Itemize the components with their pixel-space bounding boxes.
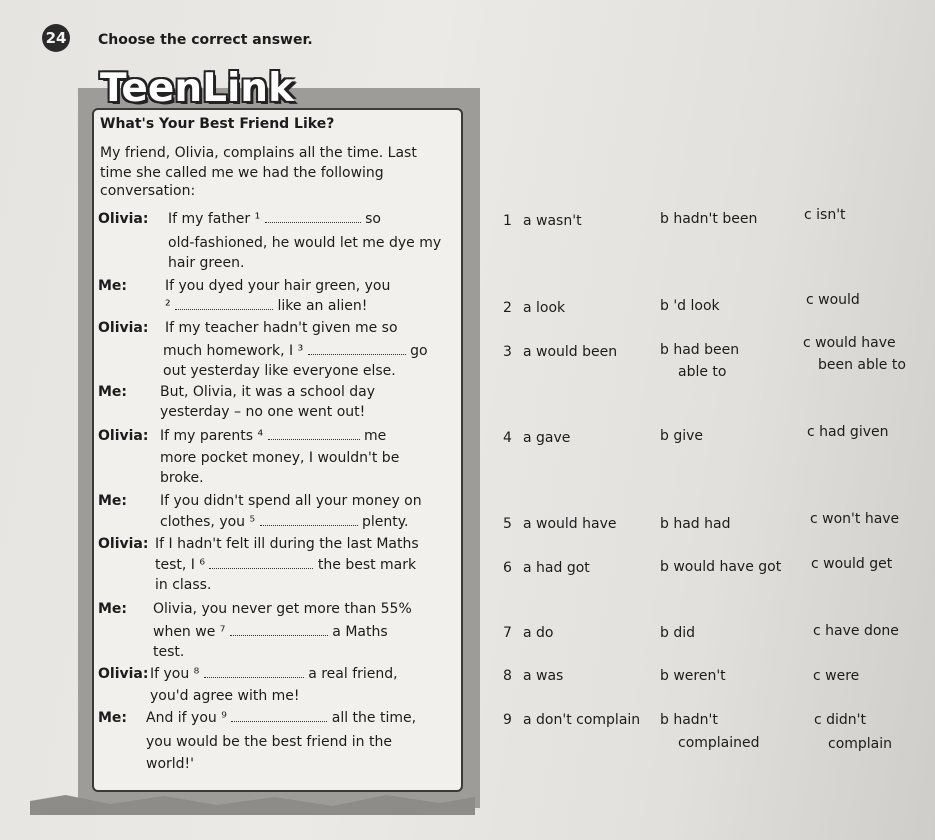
option-a[interactable]: a do [523, 625, 554, 641]
dialogue-line: clothes, you ⁵ plenty. [160, 514, 409, 530]
dialogue-line: hair green. [168, 255, 245, 271]
dialogue-line: ² like an alien! [165, 298, 368, 314]
dialogue-line: yesterday – no one went out! [160, 404, 366, 420]
answer-blank [175, 309, 273, 310]
option-b[interactable]: b would have got [660, 559, 782, 575]
option-a[interactable]: a gave [523, 430, 571, 446]
option-b-continued: able to [678, 364, 727, 380]
option-a[interactable]: a don't complain [523, 712, 641, 728]
dialogue-line: If my father ¹ so [168, 211, 381, 227]
option-b[interactable]: b 'd look [660, 298, 720, 314]
answer-blank [268, 439, 360, 440]
answer-blank [265, 222, 361, 223]
option-c[interactable]: c would get [811, 556, 893, 572]
dialogue-line: when we ⁷ a Maths [153, 624, 388, 640]
speaker-label: Olivia: [98, 428, 149, 444]
option-a[interactable]: a had got [523, 560, 590, 576]
intro-line: time she called me we had the following [100, 165, 384, 181]
option-c[interactable]: c won't have [810, 511, 900, 527]
option-c[interactable]: c would have [803, 335, 896, 351]
option-c[interactable]: c would [806, 292, 860, 308]
question-number: 4 [503, 430, 512, 446]
speaker-label: Me: [98, 384, 128, 400]
dialogue-line: broke. [160, 470, 204, 486]
dialogue-line: If my parents ⁴ me [160, 428, 387, 444]
dialogue-line: If you ⁸ a real friend, [150, 666, 398, 682]
question-number: 1 [503, 213, 512, 229]
option-c[interactable]: c were [813, 668, 860, 684]
dialogue-line: If I hadn't felt ill during the last Maths [155, 536, 419, 552]
option-b-continued: complained [678, 735, 760, 751]
dialogue-line: But, Olivia, it was a school day [160, 384, 376, 400]
speaker-label: Olivia: [98, 536, 149, 552]
speaker-label: Me: [98, 493, 128, 509]
dialogue-line: in class. [155, 577, 212, 593]
answer-blank [260, 525, 358, 526]
question-number: 3 [503, 344, 512, 360]
dialogue-line: If you dyed your hair green, you [165, 278, 391, 294]
option-a[interactable]: a would been [523, 344, 618, 360]
dialogue-line: If you didn't spend all your money on [160, 493, 422, 509]
option-b[interactable]: b did [660, 625, 695, 641]
speaker-label: Olivia: [98, 211, 149, 227]
option-c[interactable]: c had given [807, 424, 889, 440]
question-number: 7 [503, 625, 512, 641]
option-c[interactable]: c isn't [804, 207, 846, 223]
dialogue-line: old-fashioned, he would let me dye my [168, 235, 442, 251]
answer-blank [308, 354, 406, 355]
answer-blank [230, 635, 328, 636]
option-b[interactable]: b give [660, 428, 704, 444]
option-a[interactable]: a look [523, 300, 566, 316]
speaker-label: Me: [98, 710, 128, 726]
answer-blank [204, 677, 304, 678]
option-b[interactable]: b had been [660, 342, 740, 358]
exercise-number-badge: 24 [42, 24, 70, 52]
speaker-label: Me: [98, 278, 128, 294]
option-a[interactable]: a wasn't [523, 213, 582, 229]
dialogue-line: test, I ⁶ the best mark [155, 557, 417, 573]
answer-blank [231, 721, 327, 722]
speaker-label: Olivia: [98, 666, 149, 682]
speaker-label: Olivia: [98, 320, 149, 336]
question-number: 8 [503, 668, 512, 684]
dialogue-line: more pocket money, I wouldn't be [160, 450, 400, 466]
question-number: 2 [503, 300, 512, 316]
dialogue-line: you'd agree with me! [150, 688, 300, 704]
option-a[interactable]: a was [523, 668, 564, 684]
dialogue-line: test. [153, 644, 185, 660]
option-c[interactable]: c have done [813, 623, 899, 639]
dialogue-line: world!' [146, 756, 195, 772]
answer-blank [209, 568, 313, 569]
dialogue-line: And if you ⁹ all the time, [146, 710, 417, 726]
dialogue-line: out yesterday like everyone else. [163, 363, 396, 379]
option-c[interactable]: c didn't [814, 712, 867, 728]
option-b[interactable]: b hadn't [660, 712, 718, 728]
option-a[interactable]: a would have [523, 516, 617, 532]
question-number: 5 [503, 516, 512, 532]
question-number: 9 [503, 712, 512, 728]
teenlink-logo: TeenLink [100, 66, 295, 111]
option-c-continued: complain [828, 736, 893, 752]
dialogue-line: you would be the best friend in the [146, 734, 392, 750]
dialogue-line: Olivia, you never get more than 55% [153, 601, 412, 617]
intro-line: My friend, Olivia, complains all the time. Last [100, 145, 417, 161]
dialogue-line: much homework, I ³ go [163, 343, 428, 359]
option-b[interactable]: b hadn't been [660, 211, 758, 227]
article-title: What's Your Best Friend Like? [100, 116, 335, 132]
option-c-continued: been able to [818, 357, 906, 373]
speaker-label: Me: [98, 601, 128, 617]
instruction: Choose the correct answer. [98, 32, 313, 48]
option-b[interactable]: b weren't [660, 668, 726, 684]
question-number: 6 [503, 560, 512, 576]
dialogue-line: If my teacher hadn't given me so [165, 320, 398, 336]
option-b[interactable]: b had had [660, 516, 731, 532]
intro-line: conversation: [100, 183, 196, 199]
